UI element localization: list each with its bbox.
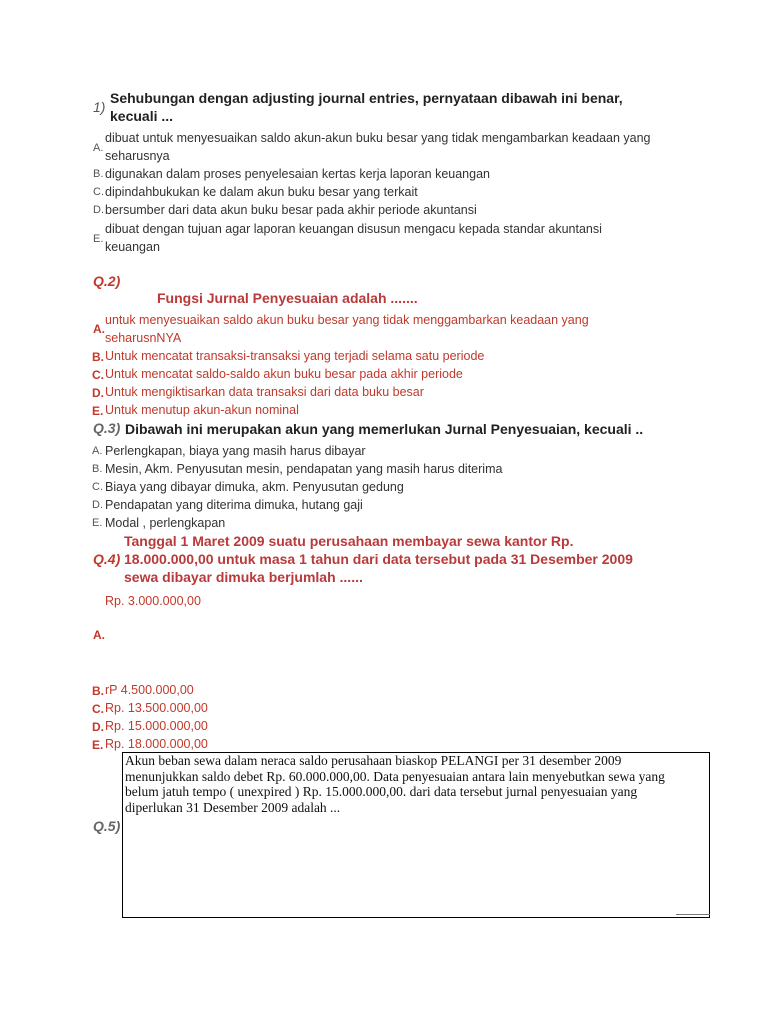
q1-option-b[interactable]: digunakan dalam proses penyelesaian kertas kerja laporan keuangan bbox=[105, 167, 490, 181]
q1-option-d[interactable]: bersumber dari data akun buku besar pada akhir periode akuntansi bbox=[105, 203, 477, 217]
q3-option-e[interactable]: Modal , perlengkapan bbox=[105, 516, 226, 530]
q4-option-c[interactable]: Rp. 13.500.000,00 bbox=[105, 701, 208, 715]
q5-number: Q.5) bbox=[93, 818, 121, 834]
q4-question-line-3: sewa dibayar dimuka berjumlah ...... bbox=[124, 569, 363, 585]
q3-option-a-letter: A. bbox=[92, 445, 103, 457]
q2-option-d-letter: D. bbox=[92, 386, 104, 400]
q4-option-a-letter: A. bbox=[93, 628, 105, 642]
q1-question: Sehubungan dengan adjusting journal entries, pernyataan dibawah ini benar, kecuali ... bbox=[110, 90, 623, 124]
q1-option-c-letter: C. bbox=[93, 186, 104, 198]
q3-option-b[interactable]: Mesin, Akm. Penyusutan mesin, pendapatan yang masih harus diterima bbox=[105, 462, 503, 476]
q2-option-b[interactable]: Untuk mencatat transaksi-transaksi yang terjadi selama satu periode bbox=[105, 349, 485, 363]
q4-option-e-letter: E. bbox=[92, 738, 104, 752]
q1-option-a[interactable]: dibuat untuk menyesuaikan saldo akun-akun buku besar yang tidak mengambarkan keadaan yang seharusnya bbox=[105, 131, 651, 163]
q3-option-c-letter: C. bbox=[92, 481, 103, 493]
q5-question: Akun beban sewa dalam neraca saldo perusahaan biaskop PELANGI per 31 desember 2009 menunjukkan saldo debet Rp. 60.000.000,00. Data penyesuaian antara lain menyebutkan sewa yang belum jatuh tempo ( unexpired ) Rp. 15.000.000,00. dari data tersebut jurnal penyesuaian yang diperlukan 31 Desember 2009 adalah ... bbox=[125, 753, 665, 815]
q4-option-c-letter: C. bbox=[92, 702, 104, 716]
q2-option-c-letter: C. bbox=[92, 368, 104, 382]
q2-option-e[interactable]: Untuk menutup akun-akun nominal bbox=[105, 403, 299, 417]
q4-question-line-2: 18.000.000,00 untuk masa 1 tahun dari data tersebut pada 31 Desember 2009 bbox=[124, 551, 633, 567]
q4-option-d[interactable]: Rp. 15.000.000,00 bbox=[105, 719, 208, 733]
q1-option-d-letter: D. bbox=[93, 204, 104, 216]
q1-option-b-letter: B. bbox=[93, 168, 104, 180]
q3-question: Dibawah ini merupakan akun yang memerlukan Jurnal Penyesuaian, kecuali .. bbox=[125, 421, 644, 437]
q2-option-a-letter: A. bbox=[93, 322, 105, 336]
q2-option-b-letter: B. bbox=[92, 350, 104, 364]
q3-option-c[interactable]: Biaya yang dibayar dimuka, akm. Penyusutan gedung bbox=[105, 480, 404, 494]
box-corner-line bbox=[676, 914, 710, 915]
q2-question: Fungsi Jurnal Penyesuaian adalah ....... bbox=[157, 290, 418, 306]
q1-option-e-letter: E. bbox=[93, 233, 104, 245]
q4-option-e[interactable]: Rp. 18.000.000,00 bbox=[105, 737, 208, 751]
q1-option-a-letter: A. bbox=[93, 142, 104, 154]
q4-option-d-letter: D. bbox=[92, 720, 104, 734]
q4-option-b-letter: B. bbox=[92, 684, 104, 698]
q3-option-e-letter: E. bbox=[92, 517, 103, 529]
q1-option-c[interactable]: dipindahbukukan ke dalam akun buku besar yang terkait bbox=[105, 185, 418, 199]
q4-option-b[interactable]: rP 4.500.000,00 bbox=[105, 683, 194, 697]
q2-option-e-letter: E. bbox=[92, 404, 104, 418]
q4-question-line-1: Tanggal 1 Maret 2009 suatu perusahaan membayar sewa kantor Rp. bbox=[124, 533, 574, 549]
q3-option-d-letter: D. bbox=[92, 499, 103, 511]
q3-option-d[interactable]: Pendapatan yang diterima dimuka, hutang gaji bbox=[105, 498, 363, 512]
q4-option-a[interactable]: Rp. 3.000.000,00 bbox=[105, 594, 201, 608]
q2-option-a[interactable]: untuk menyesuaikan saldo akun buku besar yang tidak menggambarkan keadaan yang seharusnNYA bbox=[105, 313, 589, 345]
q4-number: Q.4) bbox=[93, 551, 121, 567]
q5-question-box bbox=[122, 752, 710, 918]
q2-option-d[interactable]: Untuk mengiktisarkan data transaksi dari data buku besar bbox=[105, 385, 424, 399]
q3-option-a[interactable]: Perlengkapan, biaya yang masih harus dibayar bbox=[105, 444, 366, 458]
q2-number: Q.2) bbox=[93, 273, 121, 289]
q3-number: Q.3) bbox=[93, 420, 121, 436]
q3-option-b-letter: B. bbox=[92, 463, 103, 475]
q1-option-e[interactable]: dibuat dengan tujuan agar laporan keuangan disusun mengacu kepada standar akuntansi keuangan bbox=[105, 222, 602, 254]
q1-number: 1) bbox=[93, 99, 106, 115]
q2-option-c[interactable]: Untuk mencatat saldo-saldo akun buku besar pada akhir periode bbox=[105, 367, 463, 381]
